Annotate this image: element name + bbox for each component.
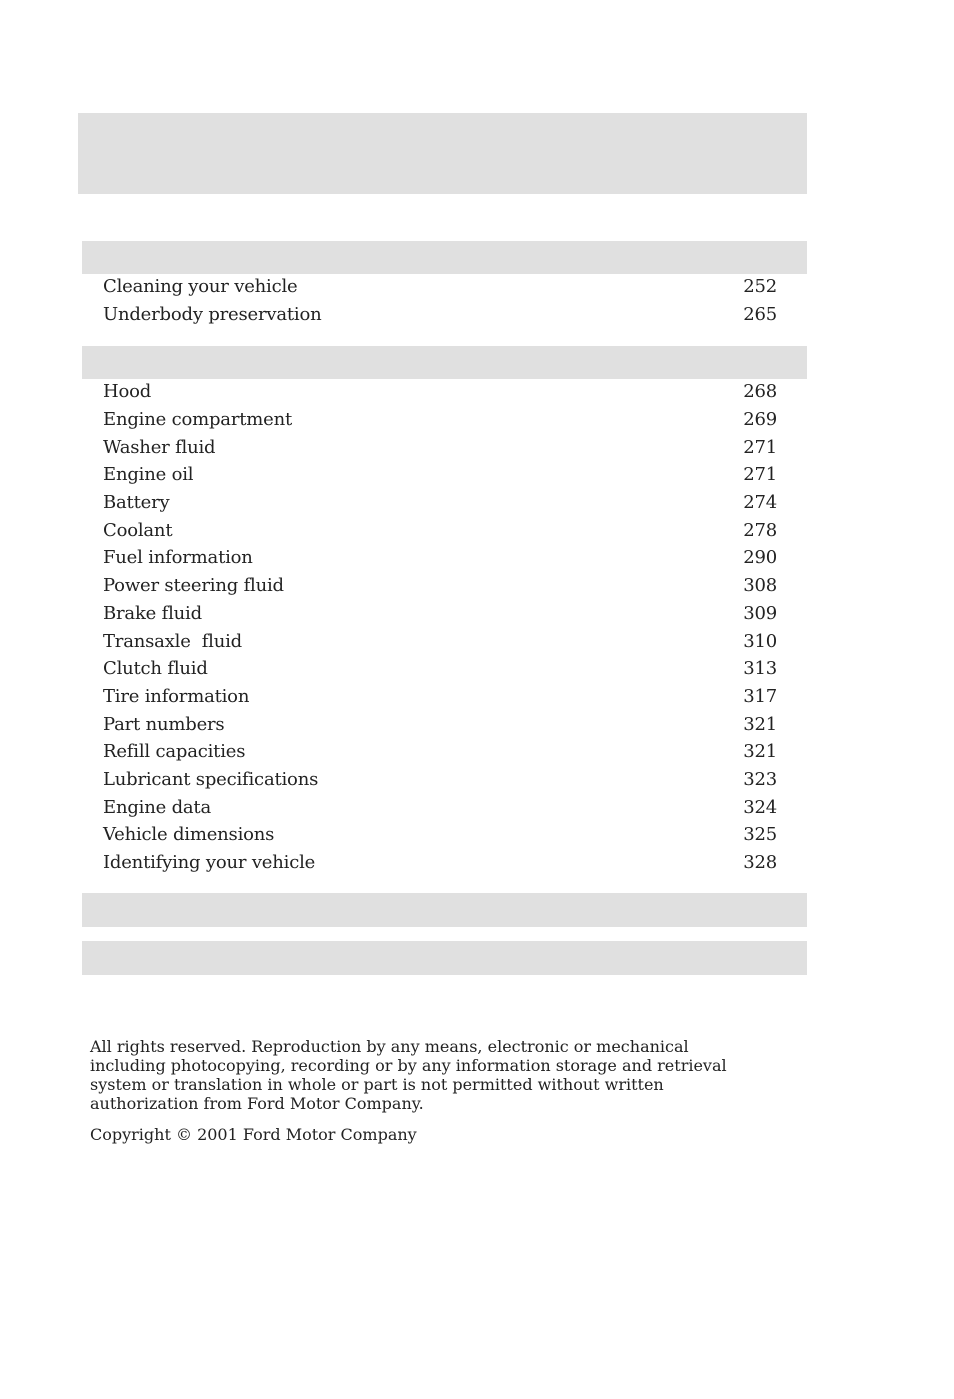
toc-entry[interactable] [103,793,777,821]
toc-entry-page: 290 [743,547,777,569]
toc-entry[interactable] [103,738,777,766]
toc-entry-page: 265 [743,304,777,326]
toc-entry[interactable] [103,544,777,572]
toc-entry[interactable] [103,461,777,489]
copyright-notice: Copyright © 2001 Ford Motor Company [90,1125,417,1144]
toc-entry-title: Battery [103,492,170,514]
toc-entry[interactable] [103,655,777,683]
toc-entry-page: 321 [743,741,777,763]
rights-statement: All rights reserved. Reproduction by any means, electronic or mechanical including photocopying, recording or by any information storage and retrieval system or translation in whole or part is not permitted without written authorization from Ford Motor Company. [90,1037,727,1113]
toc-entry-title: Engine oil [103,464,194,486]
toc-entry-title: Fuel information [103,547,253,569]
toc-entry[interactable] [103,273,777,301]
toc-entry[interactable] [103,516,777,544]
toc-entry[interactable] [103,378,777,406]
toc-list-2 [103,378,777,876]
toc-entry-page: 313 [743,658,777,680]
toc-entry-page: 268 [743,381,777,403]
toc-entry-page: 321 [743,713,777,735]
toc-entry-title: Power steering fluid [103,575,284,597]
toc-entry[interactable] [103,627,777,655]
chapter-header-band [78,113,807,194]
toc-entry-page: 252 [743,276,777,298]
toc-entry-page: 269 [743,409,777,431]
toc-entry-page: 271 [743,436,777,458]
toc-entry-page: 308 [743,575,777,597]
toc-entry-title: Tire information [103,685,250,707]
section-header-bar-2 [82,346,807,379]
toc-entry-page: 317 [743,685,777,707]
toc-entry-page: 274 [743,492,777,514]
toc-entry[interactable] [103,683,777,711]
toc-entry-title: Clutch fluid [103,658,208,680]
toc-entry[interactable] [103,406,777,434]
toc-entry-page: 323 [743,768,777,790]
toc-list-1 [103,273,777,328]
toc-entry-title: Underbody preservation [103,304,322,326]
toc-entry-title: Washer fluid [103,436,216,458]
toc-entry-title: Refill capacities [103,741,246,763]
toc-entry-page: 325 [743,824,777,846]
toc-entry-page: 310 [743,630,777,652]
section-header-bar-3 [82,893,807,927]
legal-notice [90,1037,730,1144]
toc-entry[interactable] [103,766,777,794]
toc-entry[interactable] [103,849,777,877]
toc-entry[interactable] [103,572,777,600]
toc-entry-title: Transaxle fluid [103,630,242,652]
toc-entry-title: Engine compartment [103,409,293,431]
toc-entry[interactable] [103,433,777,461]
toc-entry-page: 309 [743,602,777,624]
toc-entry[interactable] [103,489,777,517]
toc-entry-title: Hood [103,381,152,403]
toc-entry-title: Brake fluid [103,602,202,624]
toc-entry-title: Lubricant specifications [103,768,319,790]
toc-entry-page: 271 [743,464,777,486]
toc-entry-title: Coolant [103,519,173,541]
toc-entry-page: 278 [743,519,777,541]
toc-entry[interactable] [103,710,777,738]
toc-entry-page: 324 [743,796,777,818]
section-header-bar-4 [82,941,807,975]
toc-entry-title: Identifying your vehicle [103,852,316,874]
toc-entry[interactable] [103,821,777,849]
toc-entry-title: Engine data [103,796,211,818]
toc-entry-page: 328 [743,852,777,874]
toc-entry[interactable] [103,600,777,628]
toc-entry-title: Part numbers [103,713,225,735]
section-header-bar-1 [82,241,807,274]
toc-entry-title: Cleaning your vehicle [103,276,298,298]
toc-entry-title: Vehicle dimensions [103,824,275,846]
toc-entry[interactable] [103,301,777,329]
